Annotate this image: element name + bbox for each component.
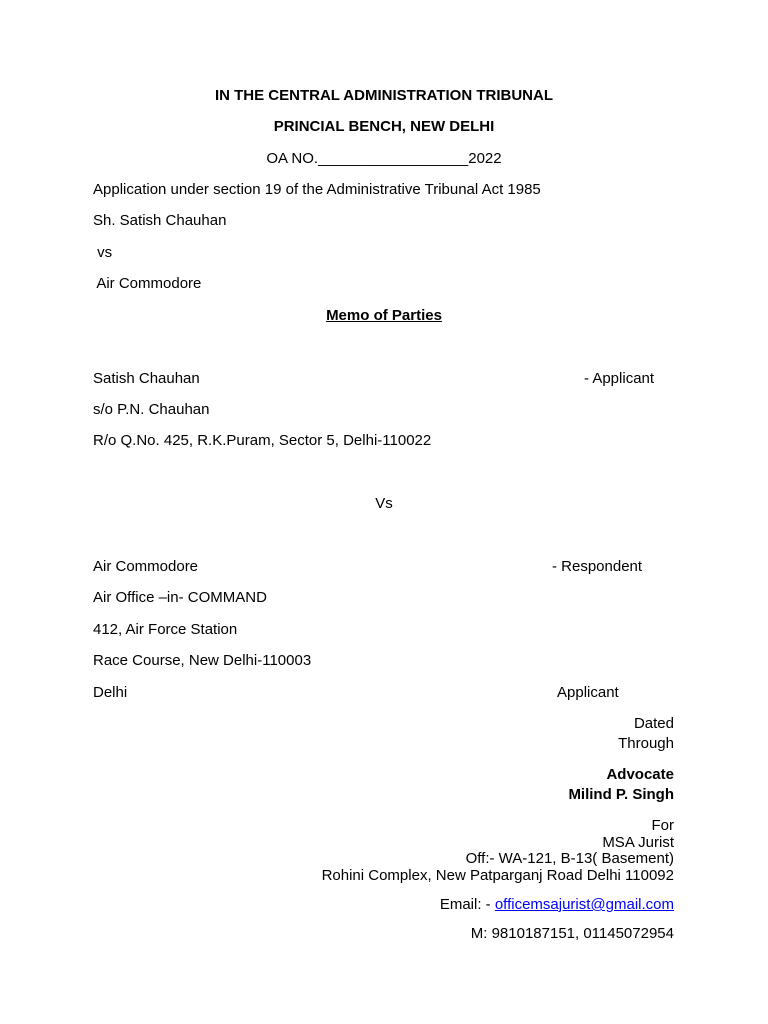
party-one: Sh. Satish Chauhan (93, 212, 227, 229)
complex-address: Rohini Complex, New Patparganj Road Delhi 110092 (321, 867, 674, 884)
versus-text: Vs (375, 495, 393, 512)
respondent-address: Race Course, New Delhi-110003 (93, 652, 312, 669)
applicant-relation: s/o P.N. Chauhan (93, 401, 210, 418)
oa-number: OA NO.__________________2022 (266, 150, 502, 167)
application-text: Application under section 19 of the Administrative Tribunal Act 1985 (93, 181, 541, 198)
bench-title: PRINCIAL BENCH, NEW DELHI (273, 118, 495, 135)
advocate-name: Milind P. Singh (568, 786, 674, 803)
applicant-name: Satish Chauhan (93, 370, 200, 387)
place-city: Delhi (93, 684, 128, 701)
vs-text: vs (93, 244, 113, 261)
applicant-address: R/o Q.No. 425, R.K.Puram, Sector 5, Delhi-110022 (93, 432, 432, 449)
office-address: Off:- WA-121, B-13( Basement) (465, 850, 674, 867)
email-link[interactable]: officemsajurist@gmail.com (494, 896, 674, 913)
memo-title: Memo of Parties (326, 307, 442, 324)
through-label: Through (618, 735, 674, 752)
email-label: Email: - (439, 896, 495, 913)
party-two: Air Commodore (93, 275, 202, 292)
court-title: IN THE CENTRAL ADMINISTRATION TRIBUNAL (214, 87, 554, 104)
respondent-office: Air Office –in- COMMAND (93, 589, 267, 606)
place-applicant-label: Applicant (557, 684, 619, 701)
for-label: For (651, 817, 674, 834)
mobile-number: M: 9810187151, 01145072954 (470, 925, 674, 942)
email-line (440, 896, 674, 914)
respondent-station: 412, Air Force Station (93, 621, 238, 638)
firm-name: MSA Jurist (602, 834, 674, 851)
respondent-role: - Respondent (552, 558, 643, 575)
respondent-name: Air Commodore (93, 558, 199, 575)
applicant-role: - Applicant (584, 370, 655, 387)
dated-label: Dated (633, 715, 674, 732)
advocate-label: Advocate (606, 766, 674, 783)
